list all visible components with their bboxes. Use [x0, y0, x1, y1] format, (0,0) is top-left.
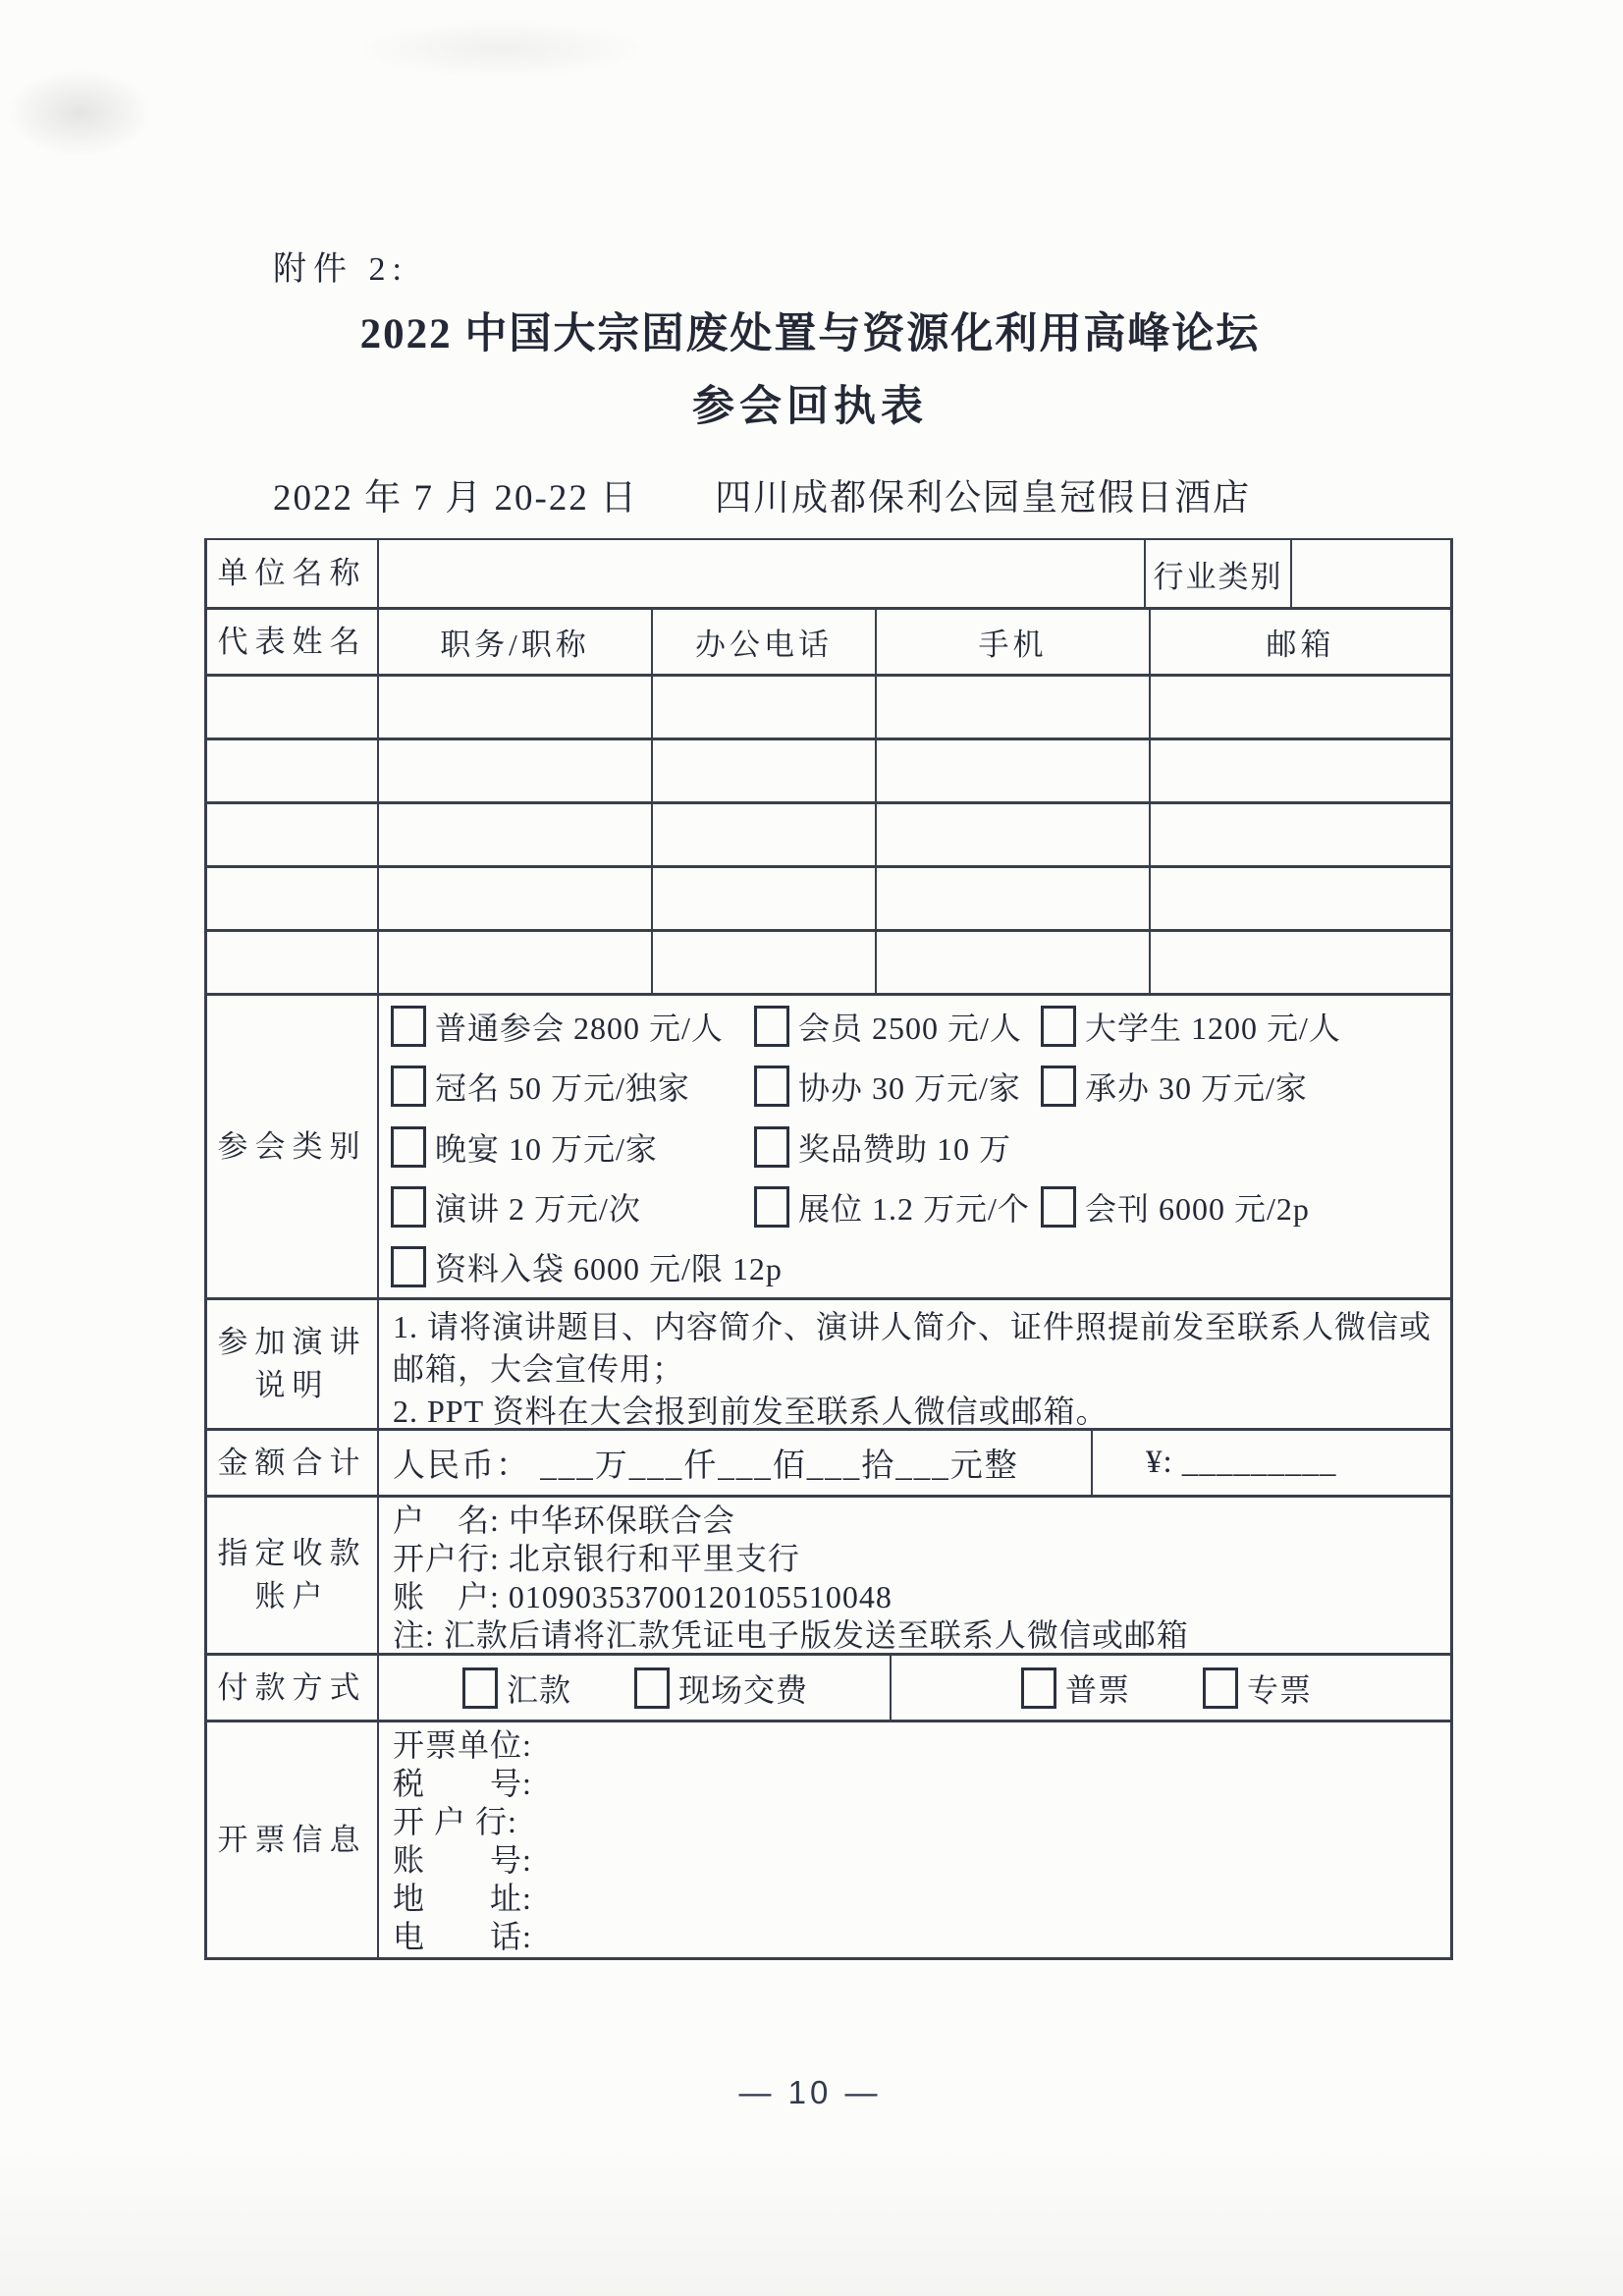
invoice-line[interactable]: 开 户 行: [393, 1804, 517, 1839]
speech-note-label: 参加演讲 说明 [217, 1325, 367, 1402]
rep-title-header: 职务/职称 [377, 610, 651, 674]
checkbox-prize-sponsor[interactable] [754, 1126, 789, 1168]
option-onsite-payment [634, 1666, 808, 1711]
rep-mobile-header: 手机 [875, 610, 1149, 674]
rep-input-cell[interactable] [207, 804, 377, 865]
checkbox-speech[interactable] [391, 1186, 426, 1228]
category-option-line [391, 1237, 1450, 1297]
rep-input-cell[interactable] [207, 868, 377, 929]
unit-name-row [207, 540, 1450, 607]
option-label: 会员 2500 元/人 [798, 1010, 1022, 1046]
option-label: 协办 30 万元/家 [798, 1070, 1021, 1107]
rep-empty-row [207, 674, 1450, 738]
checkbox-onsite-payment[interactable] [634, 1667, 670, 1709]
rep-input-cell[interactable] [1149, 932, 1450, 993]
invoice-type-options [890, 1656, 1450, 1720]
checkbox-booth[interactable] [754, 1186, 789, 1228]
rep-empty-row [207, 929, 1450, 993]
invoice-line[interactable]: 账 号: [393, 1842, 532, 1878]
amount-total-row [207, 1428, 1450, 1495]
rep-input-cell[interactable] [651, 804, 875, 865]
category-label: 参会类别 [217, 1128, 367, 1164]
rep-input-cell[interactable] [1149, 740, 1450, 801]
document-subtitle: 参会回执表 [692, 384, 928, 430]
payee-account-content [377, 1498, 1450, 1653]
option-prize-sponsor [754, 1124, 1011, 1170]
page-number: — 10 — [738, 2074, 882, 2110]
account-line: 开户行: 北京银行和平里支行 [393, 1541, 800, 1576]
unit-name-input[interactable] [377, 540, 1144, 607]
payment-method-row [207, 1653, 1450, 1720]
checkbox-co-organizer[interactable] [754, 1066, 789, 1107]
checkbox-member[interactable] [754, 1006, 789, 1047]
option-label: 展位 1.2 万元/个 [798, 1190, 1030, 1227]
rep-input-cell[interactable] [651, 932, 875, 993]
rep-name-header: 代表姓名 [217, 624, 367, 659]
rep-input-cell[interactable] [1149, 804, 1450, 865]
category-options [377, 996, 1450, 1297]
category-option-line [391, 996, 1450, 1056]
checkbox-student[interactable] [1041, 1006, 1076, 1047]
rep-input-cell[interactable] [377, 740, 651, 801]
option-label: 汇款 [507, 1671, 572, 1708]
option-label: 晚宴 10 万元/家 [435, 1130, 658, 1167]
option-journal [1041, 1184, 1310, 1230]
rep-input-cell[interactable] [377, 868, 651, 929]
rep-input-cell[interactable] [651, 677, 875, 738]
account-line: 注: 汇款后请将汇款凭证电子版发送至联系人微信或邮箱 [393, 1617, 1189, 1653]
checkbox-undertaker[interactable] [1041, 1066, 1076, 1107]
payee-account-label: 指定收款 账户 [217, 1536, 367, 1613]
payment-method-label: 付款方式 [217, 1669, 367, 1705]
rep-input-cell[interactable] [377, 804, 651, 865]
invoice-line[interactable]: 开票单位: [393, 1727, 532, 1763]
option-co-organizer [754, 1064, 1041, 1109]
rep-input-cell[interactable] [207, 932, 377, 993]
attachment-label: 附件 2: [273, 251, 408, 288]
option-bag-insert [391, 1244, 783, 1289]
category-row [207, 993, 1450, 1297]
rep-input-cell[interactable] [377, 932, 651, 993]
amount-total-label: 金额合计 [217, 1445, 367, 1480]
speech-note-1: 1. 请将演讲题目、内容简介、演讲人简介、证件照提前发至联系人微信或邮箱，大会宣传用； [393, 1309, 1433, 1387]
option-label: 演讲 2 万元/次 [435, 1190, 641, 1227]
rep-input-cell[interactable] [875, 677, 1149, 738]
category-option-line [391, 1117, 1450, 1176]
document-title: 2022 中国大宗固废处置与资源化利用高峰论坛 [359, 311, 1261, 357]
checkbox-banquet[interactable] [391, 1126, 426, 1168]
rep-input-cell[interactable] [875, 868, 1149, 929]
checkbox-ordinary[interactable] [391, 1006, 426, 1047]
checkbox-journal[interactable] [1041, 1186, 1076, 1228]
checkbox-remittance[interactable] [462, 1667, 498, 1709]
checkbox-naming[interactable] [391, 1066, 426, 1107]
option-label: 大学生 1200 元/人 [1085, 1010, 1341, 1046]
account-line: 账 户: 01090353700120105510048 [393, 1579, 893, 1614]
payee-account-row [207, 1495, 1450, 1653]
rep-input-cell[interactable] [875, 740, 1149, 801]
invoice-line[interactable]: 税 号: [393, 1766, 532, 1801]
option-label: 资料入袋 6000 元/限 12p [435, 1251, 783, 1287]
scan-artifact [6, 69, 153, 157]
rep-input-cell[interactable] [207, 677, 377, 738]
option-label: 专票 [1247, 1671, 1313, 1708]
category-option-line [391, 1176, 1450, 1236]
checkbox-special-invoice[interactable] [1203, 1667, 1238, 1709]
option-label: 普票 [1065, 1671, 1131, 1708]
option-ordinary [391, 1004, 754, 1049]
option-label: 普通参会 2800 元/人 [435, 1010, 724, 1046]
checkbox-general-invoice[interactable] [1021, 1667, 1056, 1709]
amount-cny-blank[interactable]: ¥: _________ [1091, 1431, 1450, 1495]
option-undertaker [1041, 1064, 1308, 1109]
option-general-invoice [1021, 1666, 1130, 1711]
scan-artifact [0, 2141, 1623, 2296]
rep-input-cell[interactable] [1149, 868, 1450, 929]
rep-empty-row [207, 801, 1450, 865]
invoice-line[interactable]: 地 址: [393, 1881, 532, 1916]
checkbox-bag-insert[interactable] [391, 1246, 426, 1287]
speech-note-content [377, 1300, 1450, 1428]
option-label: 现场交费 [678, 1671, 809, 1708]
rep-empty-row [207, 738, 1450, 801]
rep-input-cell[interactable] [875, 804, 1149, 865]
rep-office-phone-header: 办公电话 [651, 610, 875, 674]
invoice-info-row [207, 1720, 1450, 1957]
scan-artifact [353, 20, 648, 79]
speech-note-row [207, 1297, 1450, 1428]
category-option-line [391, 1056, 1450, 1116]
account-line: 户 名: 中华环保联合会 [393, 1503, 735, 1538]
option-remittance [462, 1666, 571, 1711]
rep-input-cell[interactable] [875, 932, 1149, 993]
option-label: 会刊 6000 元/2p [1085, 1190, 1310, 1227]
option-student [1041, 1004, 1341, 1049]
date-venue-line: 2022 年 7 月 20-22 日 四川成都保利公园皇冠假日酒店 [273, 478, 1252, 519]
amount-rmb-blank[interactable]: 人民币： ___万___仟___佰___拾___元整 [377, 1431, 1091, 1495]
rep-empty-row [207, 865, 1450, 929]
registration-form-table [204, 538, 1453, 1960]
payment-method-options [377, 1656, 890, 1720]
option-naming [391, 1064, 754, 1109]
unit-name-label: 单位名称 [217, 556, 367, 590]
rep-input-cell[interactable] [651, 868, 875, 929]
industry-type-input[interactable] [1290, 540, 1450, 607]
industry-type-label: 行业类别 [1144, 540, 1290, 607]
option-special-invoice [1203, 1666, 1312, 1711]
rep-input-cell[interactable] [1149, 677, 1450, 738]
rep-input-cell[interactable] [377, 677, 651, 738]
invoice-info-content [377, 1722, 1450, 1957]
rep-input-cell[interactable] [207, 740, 377, 801]
option-booth [754, 1184, 1041, 1230]
invoice-info-label: 开票信息 [217, 1822, 367, 1857]
option-label: 冠名 50 万元/独家 [435, 1070, 690, 1107]
option-speech [391, 1184, 754, 1230]
option-member [754, 1004, 1041, 1049]
representative-header-row [207, 607, 1450, 674]
option-label: 奖品赞助 10 万 [798, 1130, 1012, 1167]
invoice-line[interactable]: 电 话: [393, 1919, 532, 1954]
option-banquet [391, 1124, 754, 1170]
option-label: 承办 30 万元/家 [1085, 1070, 1308, 1107]
speech-note-2: 2. PPT 资料在大会报到前发至联系人微信或邮箱。 [393, 1394, 1109, 1429]
rep-email-header: 邮箱 [1149, 610, 1450, 674]
rep-input-cell[interactable] [651, 740, 875, 801]
